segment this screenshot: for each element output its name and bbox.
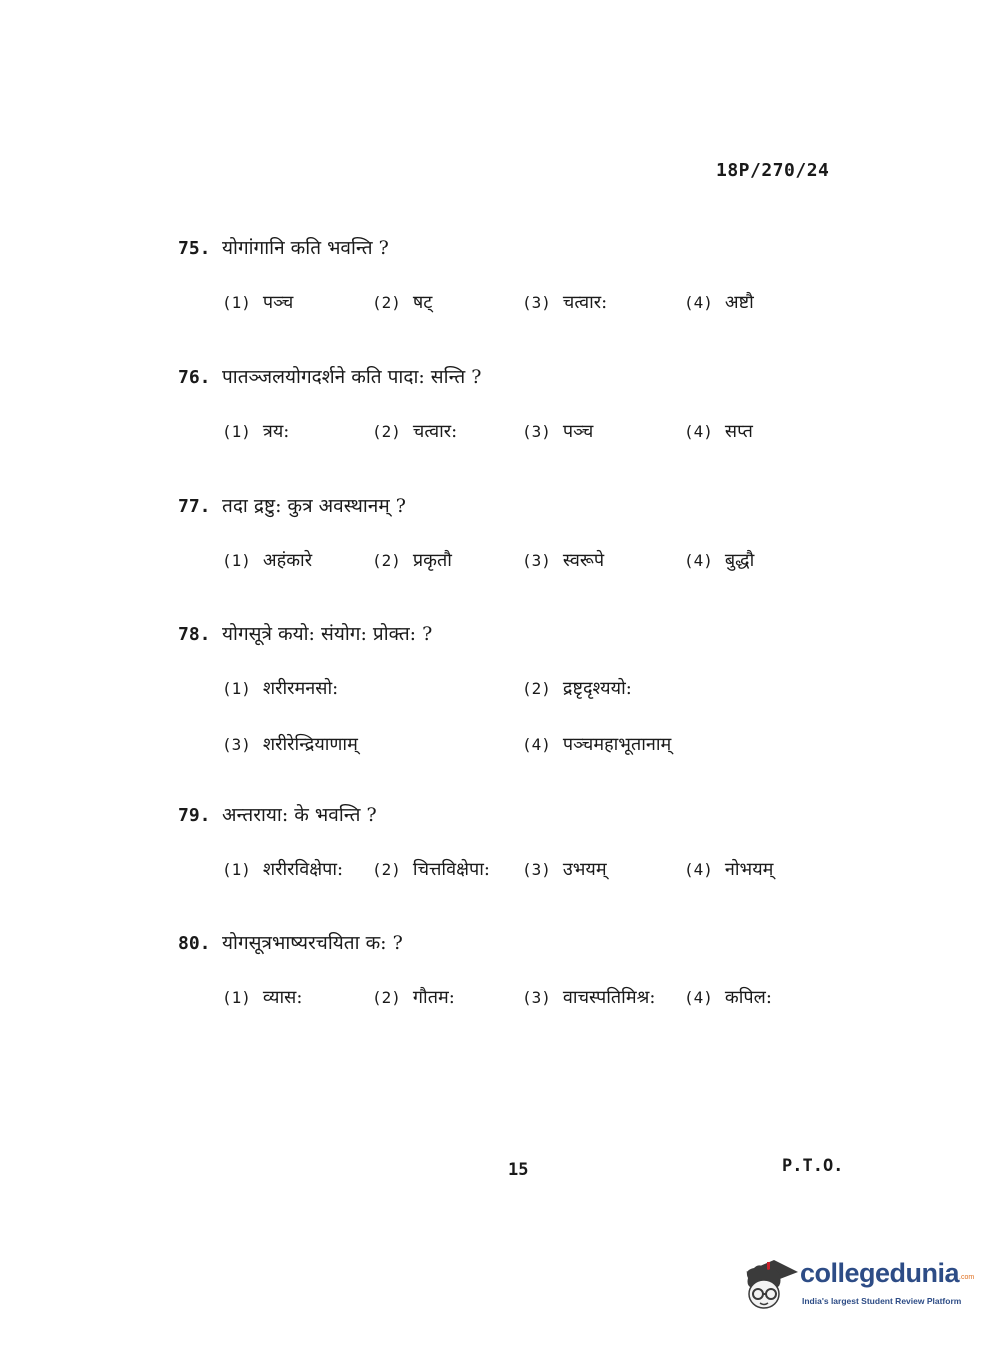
option-3: (3) उभयम् [522, 859, 607, 880]
question-80 [178, 929, 772, 1025]
question-78 [178, 620, 672, 788]
question-text: पातञ्जलयोगदर्शने कति पादा: सन्ति ? [222, 366, 482, 388]
option-1: (1) शरीरमनसो: [222, 678, 339, 699]
question-number: 78. [178, 624, 211, 645]
collegedunia-watermark [740, 1252, 975, 1312]
option-4: (4) कपिल: [684, 987, 772, 1008]
options [178, 290, 754, 330]
option-2: (2) षट् [372, 292, 433, 313]
option-2: (2) द्रष्टृदृश्ययो: [522, 678, 632, 699]
option-4: (4) पञ्चमहाभूतानाम् [522, 734, 672, 755]
options [178, 419, 753, 459]
option-1: (1) अहंकारे [222, 550, 313, 571]
option-2: (2) चत्वार: [372, 421, 458, 442]
question-text: अन्तराया: के भवन्ति ? [222, 804, 377, 826]
options [178, 857, 774, 897]
option-4: (4) बुद्धौ [684, 550, 755, 571]
brand-name: collegedunia [800, 1258, 960, 1288]
question-number: 80. [178, 933, 211, 954]
question-75 [178, 234, 754, 330]
option-2: (2) प्रकृतौ [372, 550, 452, 571]
option-1: (1) शरीरविक्षेपा: [222, 859, 344, 880]
option-4: (4) अष्टौ [684, 292, 754, 313]
option-1: (1) त्रय: [222, 421, 290, 442]
question-number: 76. [178, 367, 211, 388]
pto-label: P.T.O. [782, 1156, 844, 1176]
option-3: (3) पञ्च [522, 421, 594, 442]
question-number: 77. [178, 496, 211, 517]
option-4: (4) नोभयम् [684, 859, 774, 880]
brand-tagline: India's largest Student Review Platform [802, 1296, 962, 1306]
question-79 [178, 801, 774, 897]
option-4: (4) सप्त [684, 421, 753, 442]
paper-code: 18P/270/24 [716, 160, 830, 181]
option-1: (1) पञ्च [222, 292, 294, 313]
option-1: (1) व्यास: [222, 987, 303, 1008]
question-number: 79. [178, 805, 211, 826]
question-77 [178, 492, 755, 588]
option-3: (3) चत्वार: [522, 292, 608, 313]
question-76 [178, 363, 753, 459]
page-number: 15 [508, 1160, 529, 1180]
option-3: (3) स्वरूपे [522, 550, 605, 571]
mascot-logo-icon [740, 1252, 800, 1312]
brand-domain: .com [959, 1274, 975, 1281]
question-text: योगसूत्रे कयो: संयोग: प्रोक्त: ? [222, 623, 433, 645]
options [178, 676, 672, 762]
option-3: (3) शरीरेन्द्रियाणाम् [222, 734, 358, 755]
question-number: 75. [178, 238, 211, 259]
option-2: (2) गौतम: [372, 987, 455, 1008]
option-3: (3) वाचस्पतिमिश्र: [522, 987, 656, 1008]
options [178, 548, 755, 588]
options [178, 985, 772, 1025]
question-text: योगसूत्रभाष्यरचयिता क: ? [222, 932, 403, 954]
question-text: योगांगानि कति भवन्ति ? [222, 237, 389, 259]
option-2: (2) चित्तविक्षेपा: [372, 859, 490, 880]
question-text: तदा द्रष्टु: कुत्र अवस्थानम् ? [222, 495, 406, 517]
